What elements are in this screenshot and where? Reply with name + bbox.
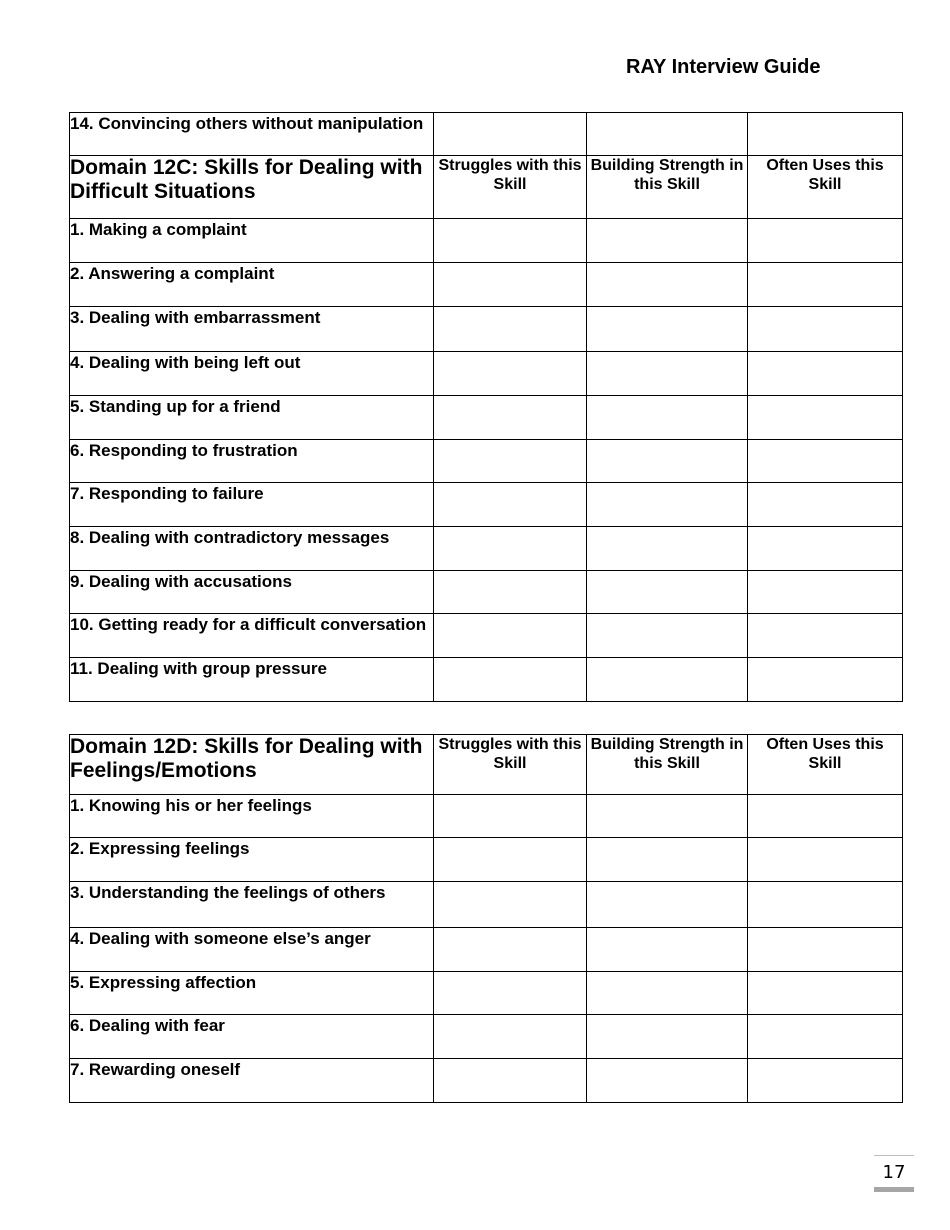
struggles-cell[interactable]: [434, 1059, 587, 1103]
table-row: [70, 795, 903, 838]
skill-label: 4. Dealing with being left out: [70, 352, 434, 396]
often-uses-cell[interactable]: [748, 527, 903, 571]
skill-label: 8. Dealing with contradictory messages: [70, 527, 434, 571]
building-strength-cell[interactable]: [587, 795, 748, 838]
building-strength-cell[interactable]: [587, 527, 748, 571]
often-uses-cell[interactable]: [748, 483, 903, 527]
struggles-cell[interactable]: [434, 307, 587, 352]
often-uses-cell[interactable]: [748, 972, 903, 1015]
column-header-often-uses: Often Uses this Skill: [748, 156, 903, 219]
building-strength-cell[interactable]: [587, 972, 748, 1015]
struggles-cell[interactable]: [434, 928, 587, 972]
skill-label: 7. Rewarding oneself: [70, 1059, 434, 1103]
table-row: [70, 440, 903, 483]
building-strength-cell[interactable]: [587, 1015, 748, 1059]
skill-label: 14. Convincing others without manipulation: [70, 113, 434, 156]
often-uses-cell[interactable]: [748, 571, 903, 614]
column-header-struggles: Struggles with this Skill: [434, 735, 587, 795]
domain-title: Domain 12C: Skills for Dealing with Difficult Situations: [70, 156, 434, 219]
table-header-row: [70, 156, 903, 219]
skill-label: 6. Dealing with fear: [70, 1015, 434, 1059]
struggles-cell[interactable]: [434, 614, 587, 658]
table-row: [70, 307, 903, 352]
table-row: [70, 571, 903, 614]
building-strength-cell[interactable]: [587, 1059, 748, 1103]
building-strength-cell[interactable]: [587, 352, 748, 396]
often-uses-cell[interactable]: [748, 795, 903, 838]
struggles-cell[interactable]: [434, 795, 587, 838]
building-strength-cell[interactable]: [587, 113, 748, 156]
skill-label: 1. Making a complaint: [70, 219, 434, 263]
skill-label: 5. Standing up for a friend: [70, 396, 434, 440]
page-number-box: [874, 1155, 914, 1192]
skill-label: 2. Expressing feelings: [70, 838, 434, 882]
building-strength-cell[interactable]: [587, 483, 748, 527]
struggles-cell[interactable]: [434, 113, 587, 156]
often-uses-cell[interactable]: [748, 658, 903, 702]
skill-label: 9. Dealing with accusations: [70, 571, 434, 614]
often-uses-cell[interactable]: [748, 352, 903, 396]
table-row: [70, 614, 903, 658]
struggles-cell[interactable]: [434, 1015, 587, 1059]
table-row: [70, 483, 903, 527]
table-header-row: [70, 735, 903, 795]
struggles-cell[interactable]: [434, 658, 587, 702]
building-strength-cell[interactable]: [587, 571, 748, 614]
struggles-cell[interactable]: [434, 396, 587, 440]
often-uses-cell[interactable]: [748, 614, 903, 658]
often-uses-cell[interactable]: [748, 1059, 903, 1103]
skill-label: 3. Dealing with embarrassment: [70, 307, 434, 352]
table-row: [70, 1015, 903, 1059]
skill-label: 1. Knowing his or her feelings: [70, 795, 434, 838]
table-row: [70, 219, 903, 263]
often-uses-cell[interactable]: [748, 1015, 903, 1059]
table-row: [70, 527, 903, 571]
building-strength-cell[interactable]: [587, 928, 748, 972]
struggles-cell[interactable]: [434, 352, 587, 396]
often-uses-cell[interactable]: [748, 838, 903, 882]
table-row: [70, 658, 903, 702]
domain-title: Domain 12D: Skills for Dealing with Feelings/Emotions: [70, 735, 434, 795]
column-header-building-strength: Building Strength in this Skill: [587, 156, 748, 219]
often-uses-cell[interactable]: [748, 307, 903, 352]
page-number: 17: [882, 1162, 906, 1183]
building-strength-cell[interactable]: [587, 440, 748, 483]
domain-12c-table: [69, 112, 903, 702]
struggles-cell[interactable]: [434, 838, 587, 882]
table-row: [70, 1059, 903, 1103]
table-row: [70, 352, 903, 396]
domain-12d-table: [69, 734, 903, 1103]
struggles-cell[interactable]: [434, 440, 587, 483]
table-row: [70, 263, 903, 307]
often-uses-cell[interactable]: [748, 263, 903, 307]
skill-label: 11. Dealing with group pressure: [70, 658, 434, 702]
struggles-cell[interactable]: [434, 483, 587, 527]
building-strength-cell[interactable]: [587, 263, 748, 307]
often-uses-cell[interactable]: [748, 396, 903, 440]
struggles-cell[interactable]: [434, 219, 587, 263]
table-row: [70, 928, 903, 972]
struggles-cell[interactable]: [434, 527, 587, 571]
skill-label: 4. Dealing with someone else’s anger: [70, 928, 434, 972]
skill-label: 2. Answering a complaint: [70, 263, 434, 307]
skill-label: 6. Responding to frustration: [70, 440, 434, 483]
often-uses-cell[interactable]: [748, 928, 903, 972]
often-uses-cell[interactable]: [748, 882, 903, 928]
page-number-bar: [874, 1187, 914, 1192]
table-row: [70, 838, 903, 882]
page-header-title: RAY Interview Guide: [626, 56, 821, 78]
building-strength-cell[interactable]: [587, 396, 748, 440]
column-header-often-uses: Often Uses this Skill: [748, 735, 903, 795]
building-strength-cell[interactable]: [587, 614, 748, 658]
skill-label: 7. Responding to failure: [70, 483, 434, 527]
building-strength-cell[interactable]: [587, 658, 748, 702]
table-row: [70, 972, 903, 1015]
column-header-struggles: Struggles with this Skill: [434, 156, 587, 219]
table-row: [70, 396, 903, 440]
building-strength-cell[interactable]: [587, 219, 748, 263]
column-header-building-strength: Building Strength in this Skill: [587, 735, 748, 795]
struggles-cell[interactable]: [434, 263, 587, 307]
building-strength-cell[interactable]: [587, 307, 748, 352]
skill-label: 3. Understanding the feelings of others: [70, 882, 434, 928]
struggles-cell[interactable]: [434, 972, 587, 1015]
skill-label: 10. Getting ready for a difficult conversation: [70, 614, 434, 658]
table-row: [70, 882, 903, 928]
often-uses-cell[interactable]: [748, 440, 903, 483]
often-uses-cell[interactable]: [748, 113, 903, 156]
table-row: [70, 113, 903, 156]
skill-label: 5. Expressing affection: [70, 972, 434, 1015]
struggles-cell[interactable]: [434, 571, 587, 614]
building-strength-cell[interactable]: [587, 882, 748, 928]
struggles-cell[interactable]: [434, 882, 587, 928]
often-uses-cell[interactable]: [748, 219, 903, 263]
building-strength-cell[interactable]: [587, 838, 748, 882]
